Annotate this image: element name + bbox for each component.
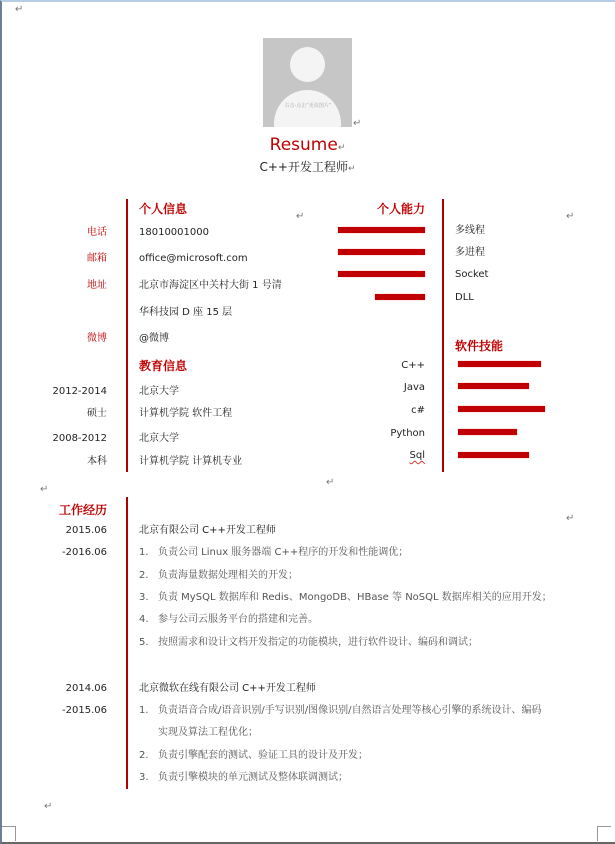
skill-name-5: Sql [409, 450, 425, 461]
skill-name-3: c# [411, 405, 425, 416]
paragraph-mark-icon: ↵ [44, 801, 53, 812]
job-2-duty-1-cont [158, 727, 258, 739]
ability-name-2: 多进程 [455, 247, 485, 258]
avatar-head-icon [290, 47, 325, 82]
duty-text: 负责公司 Linux 服务器端 C++程序的开发和性能调优； [158, 547, 409, 558]
divider-line-work [126, 497, 128, 789]
list-number: 2. [139, 570, 149, 581]
margin-corner-left [2, 826, 16, 841]
paragraph-mark-icon: ↵ [566, 513, 575, 524]
edu-degree-1: 硕士 [87, 408, 107, 419]
margin-corner-right [597, 826, 611, 841]
skill-bar-2 [458, 383, 529, 389]
job-1-duty-4 [139, 614, 318, 626]
edu-major-2: 计算机学院 计算机专业 [139, 456, 243, 467]
duty-text: 负责海量数据处理相关的开发； [158, 570, 298, 581]
label-phone: 电话 [87, 227, 107, 238]
edu-school-1: 北京大学 [139, 386, 179, 397]
value-weibo[interactable]: @微博 [139, 333, 169, 344]
ability-bar-1 [338, 227, 425, 233]
section-heading-personal-info: 个人信息 [139, 202, 188, 216]
duty-text: 按照需求和设计文档开发指定的功能模块，进行软件设计、编码和调试； [158, 637, 478, 648]
job-2-duty-3 [139, 772, 348, 784]
edu-period-1: 2012-2014 [52, 386, 107, 397]
duty-text: 实现及算法工程优化； [158, 727, 258, 738]
ability-bar-3 [338, 271, 425, 277]
photo-caption: 右击-点击“更改图片” [284, 103, 332, 109]
ability-name-4: DLL [455, 292, 474, 303]
edu-period-2: 2008-2012 [52, 433, 107, 444]
paragraph-mark-icon: ↵ [296, 211, 305, 222]
ability-name-3: Socket [455, 269, 489, 280]
job-title [0, 158, 615, 175]
duty-text: 负责语音合成/语音识别/手写识别/图像识别/自然语言处理等核心引擎的系统设计、编码 [158, 705, 542, 716]
list-number: 1. [139, 705, 149, 716]
job-1-duty-5 [139, 637, 478, 649]
value-address-line2[interactable]: 华科技园 D 座 15 层 [139, 307, 233, 318]
skill-name-2: Java [403, 382, 425, 393]
section-heading-software-skills: 软件技能 [455, 339, 504, 353]
job-2-start: 2014.06 [65, 683, 107, 694]
job-1-company: 北京有限公司 C++开发工程师 [139, 525, 276, 536]
label-address: 地址 [87, 280, 107, 291]
ability-bar-4 [375, 294, 425, 300]
profile-photo-placeholder[interactable] [263, 38, 352, 127]
skill-name-1: C++ [401, 360, 425, 371]
section-heading-education: 教育信息 [139, 359, 188, 373]
job-title-text: C++开发工程师 [259, 160, 348, 174]
paragraph-mark-icon: ↵ [337, 143, 346, 153]
divider-line-right [442, 199, 444, 472]
section-heading-work: 工作经历 [58, 503, 107, 517]
value-phone[interactable]: 18010001000 [139, 227, 209, 238]
job-2-company: 北京微软在线有限公司 C++开发工程师 [139, 683, 316, 694]
paragraph-mark-icon: ↵ [347, 164, 356, 174]
paragraph-mark-icon: ↵ [353, 118, 362, 129]
list-number: 2. [139, 750, 149, 761]
skill-bar-5 [458, 452, 529, 458]
divider-line-left [126, 199, 128, 472]
duty-text: 负责 MySQL 数据库和 Redis、MongoDB、HBase 等 NoSQL 数据库相关的应用开发； [158, 592, 552, 603]
skill-name-4: Python [390, 428, 425, 439]
job-2-duty-1 [139, 705, 541, 717]
skill-bar-4 [458, 429, 517, 435]
section-heading-abilities: 个人能力 [376, 202, 425, 216]
job-1-duty-3 [139, 592, 552, 604]
list-number: 1. [139, 547, 149, 558]
paragraph-mark-icon: ↵ [566, 211, 575, 222]
edu-major-1: 计算机学院 软件工程 [139, 408, 233, 419]
skill-bar-3 [458, 406, 545, 412]
duty-text: 负责引擎配套的测试、验证工具的设计及开发； [158, 750, 368, 761]
paragraph-mark-icon: ↵ [15, 4, 24, 15]
resume-title [0, 135, 615, 155]
job-1-duty-1 [139, 547, 408, 559]
edu-school-2: 北京大学 [139, 433, 179, 444]
value-address-line1[interactable]: 北京市海淀区中关村大街 1 号清 [139, 280, 282, 291]
job-2-end: -2015.06 [62, 705, 107, 716]
paragraph-mark-icon: ↵ [40, 484, 49, 495]
job-1-end: -2016.06 [62, 547, 107, 558]
list-number: 5. [139, 637, 149, 648]
resume-title-text: Resume [269, 135, 338, 155]
edu-degree-2: 本科 [87, 456, 107, 467]
job-1-duty-2 [139, 570, 298, 582]
label-weibo: 微博 [87, 333, 107, 344]
paragraph-mark-icon: ↵ [326, 477, 335, 488]
list-number: 3. [139, 772, 149, 783]
list-number: 4. [139, 614, 149, 625]
skill-bar-1 [458, 361, 541, 367]
label-email: 邮箱 [87, 253, 107, 264]
duty-text: 负责引擎模块的单元测试及整体联调测试； [158, 772, 348, 783]
job-1-start: 2015.06 [65, 525, 107, 536]
duty-text: 参与公司云服务平台的搭建和完善。 [158, 614, 318, 625]
ability-bar-2 [338, 249, 425, 255]
ability-name-1: 多线程 [455, 225, 485, 236]
list-number: 3. [139, 592, 149, 603]
value-email[interactable]: office@microsoft.com [139, 253, 248, 264]
job-2-duty-2 [139, 750, 368, 762]
